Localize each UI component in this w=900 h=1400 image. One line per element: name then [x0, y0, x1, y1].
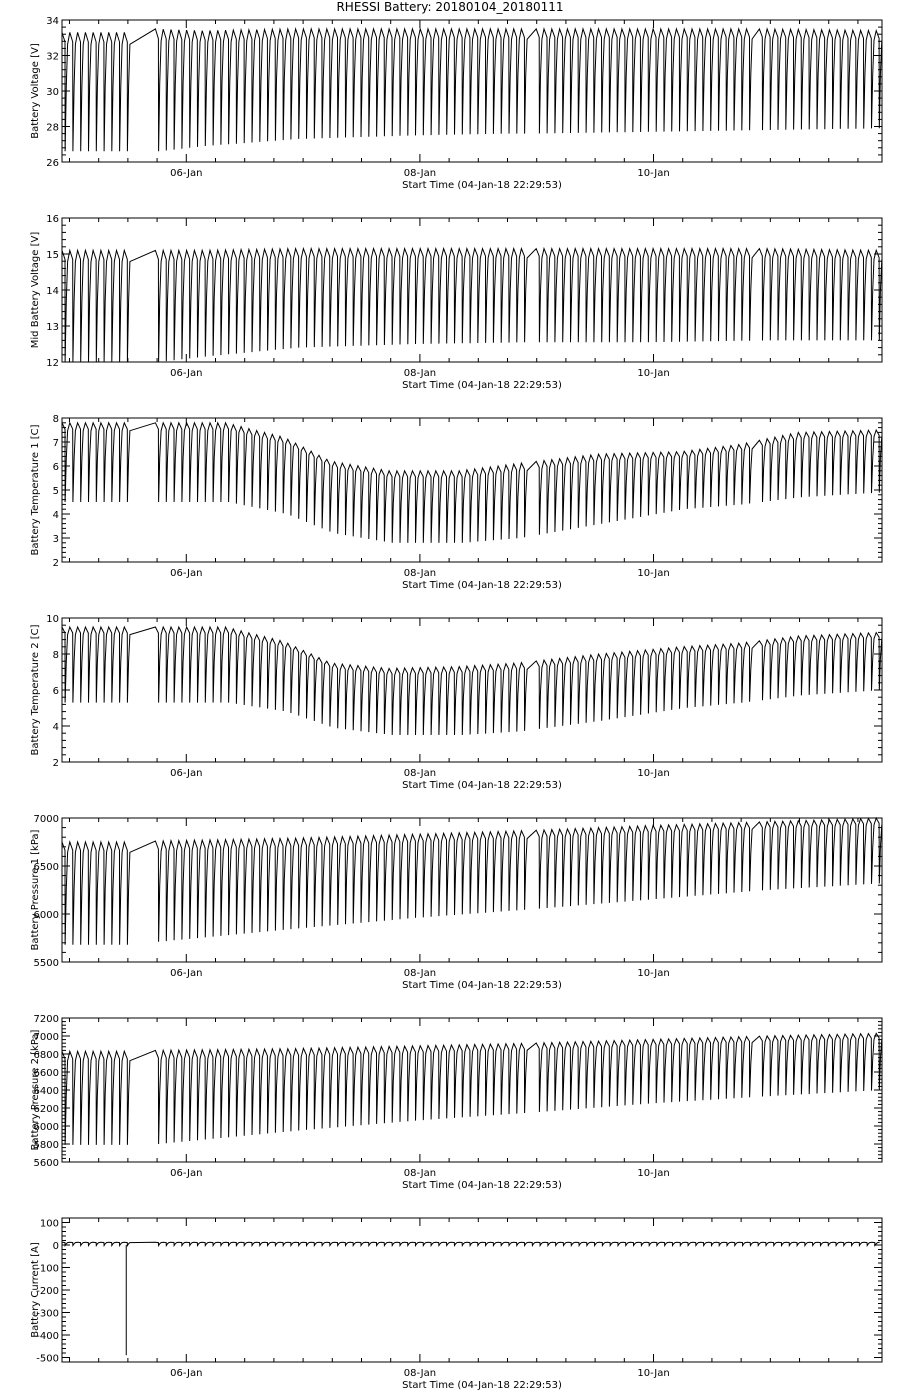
- x-tick-label: 08-Jan: [403, 168, 437, 179]
- y-tick-label: 7200: [33, 1014, 59, 1025]
- y-tick-label: 3: [52, 534, 59, 545]
- plot-frame: [62, 218, 882, 362]
- y-tick-label: -400: [36, 1331, 59, 1342]
- y-tick-label: 6600: [33, 1068, 59, 1079]
- x-tick-label: 08-Jan: [403, 568, 437, 579]
- y-tick-label: 6: [52, 462, 59, 473]
- y-tick-label: -100: [36, 1263, 59, 1275]
- y-axis-label: Battery Pressure 1 [kPa]: [30, 829, 41, 951]
- y-axis-label: Battery Voltage [V]: [30, 43, 41, 139]
- x-tick-label: 06-Jan: [170, 1168, 203, 1179]
- series-line: [62, 249, 882, 362]
- y-tick-label: 7: [52, 438, 59, 449]
- x-axis-label: Start Time (04-Jan-18 22:29:53): [402, 580, 562, 591]
- x-tick-label: 10-Jan: [637, 968, 670, 979]
- series-line: [62, 29, 882, 151]
- y-tick-label: 8: [52, 650, 59, 661]
- series-line: [62, 818, 882, 945]
- y-tick-label: 6200: [33, 1104, 59, 1115]
- y-tick-label: -300: [36, 1308, 59, 1320]
- y-tick-label: 4: [52, 510, 59, 521]
- x-tick-label: 08-Jan: [403, 968, 437, 979]
- y-tick-label: 5: [52, 486, 59, 497]
- y-tick-label: 5800: [33, 1140, 59, 1151]
- y-axis-label: Battery Temperature 2 [C]: [30, 624, 41, 756]
- y-axis-label: Battery Pressure 2 [kPa]: [30, 1029, 41, 1151]
- plot-frame: [62, 818, 882, 962]
- y-tick-label: 15: [46, 250, 59, 261]
- y-tick-label: 6800: [33, 1050, 59, 1061]
- x-tick-label: 10-Jan: [637, 1168, 670, 1179]
- y-tick-label: 14: [46, 286, 59, 297]
- series-line: [62, 423, 882, 543]
- y-axis-label: Mid Battery Voltage [V]: [30, 231, 41, 349]
- y-tick-label: 6400: [33, 1086, 59, 1097]
- x-tick-label: 10-Jan: [637, 168, 670, 179]
- x-tick-label: 08-Jan: [403, 1168, 437, 1179]
- x-tick-label: 10-Jan: [637, 768, 670, 779]
- y-tick-label: 7000: [33, 814, 59, 825]
- y-tick-label: 12: [46, 358, 59, 369]
- x-tick-label: 06-Jan: [170, 368, 203, 379]
- x-axis-label: Start Time (04-Jan-18 22:29:53): [402, 180, 562, 191]
- y-tick-label: 6000: [33, 910, 59, 921]
- y-tick-label: 30: [46, 87, 59, 98]
- y-tick-label: 0: [52, 1241, 59, 1252]
- y-axis-label: Battery Temperature 1 [C]: [30, 424, 41, 556]
- x-tick-label: 10-Jan: [637, 368, 670, 379]
- y-tick-label: 16: [46, 214, 59, 225]
- y-tick-label: 6000: [33, 1122, 59, 1133]
- y-tick-label: 2: [52, 558, 59, 569]
- y-tick-label: -500: [36, 1353, 59, 1365]
- x-tick-label: 08-Jan: [403, 768, 437, 779]
- y-axis-label: Battery Current [A]: [30, 1242, 41, 1338]
- y-tick-label: 10: [46, 614, 59, 625]
- series-line: [62, 1033, 882, 1145]
- chart-title: RHESSI Battery: 20180104_20180111: [336, 0, 564, 14]
- y-tick-label: 5600: [33, 1158, 59, 1169]
- y-tick-label: 8: [52, 414, 59, 425]
- x-axis-label: Start Time (04-Jan-18 22:29:53): [402, 780, 562, 791]
- x-tick-label: 06-Jan: [170, 168, 203, 179]
- x-tick-label: 06-Jan: [170, 768, 203, 779]
- x-tick-label: 08-Jan: [403, 368, 437, 379]
- y-tick-label: 26: [46, 158, 59, 169]
- x-tick-label: 10-Jan: [637, 568, 670, 579]
- y-tick-label: 7000: [33, 1032, 59, 1043]
- x-tick-label: 06-Jan: [170, 1368, 203, 1379]
- x-axis-label: Start Time (04-Jan-18 22:29:53): [402, 1180, 562, 1191]
- x-tick-label: 08-Jan: [403, 1368, 437, 1379]
- y-tick-label: 6500: [33, 862, 59, 873]
- x-tick-label: 06-Jan: [170, 568, 203, 579]
- series-line: [62, 1242, 880, 1245]
- y-tick-label: 13: [46, 322, 59, 333]
- y-tick-label: 2: [52, 758, 59, 769]
- y-tick-label: 34: [46, 16, 59, 27]
- x-tick-label: 10-Jan: [637, 1368, 670, 1379]
- y-tick-label: 5500: [33, 958, 59, 969]
- y-tick-label: 4: [52, 722, 59, 733]
- plot-frame: [62, 1218, 882, 1362]
- x-axis-label: Start Time (04-Jan-18 22:29:53): [402, 980, 562, 991]
- y-tick-label: 6: [52, 686, 59, 697]
- y-tick-label: 32: [46, 51, 59, 63]
- plot-frame: [62, 1018, 882, 1162]
- x-axis-label: Start Time (04-Jan-18 22:29:53): [402, 1380, 562, 1391]
- y-tick-label: 100: [39, 1218, 59, 1230]
- y-tick-label: 28: [46, 122, 59, 134]
- y-tick-label: -200: [36, 1286, 59, 1297]
- series-line: [62, 627, 882, 735]
- x-axis-label: Start Time (04-Jan-18 22:29:53): [402, 380, 562, 391]
- x-tick-label: 06-Jan: [170, 968, 203, 979]
